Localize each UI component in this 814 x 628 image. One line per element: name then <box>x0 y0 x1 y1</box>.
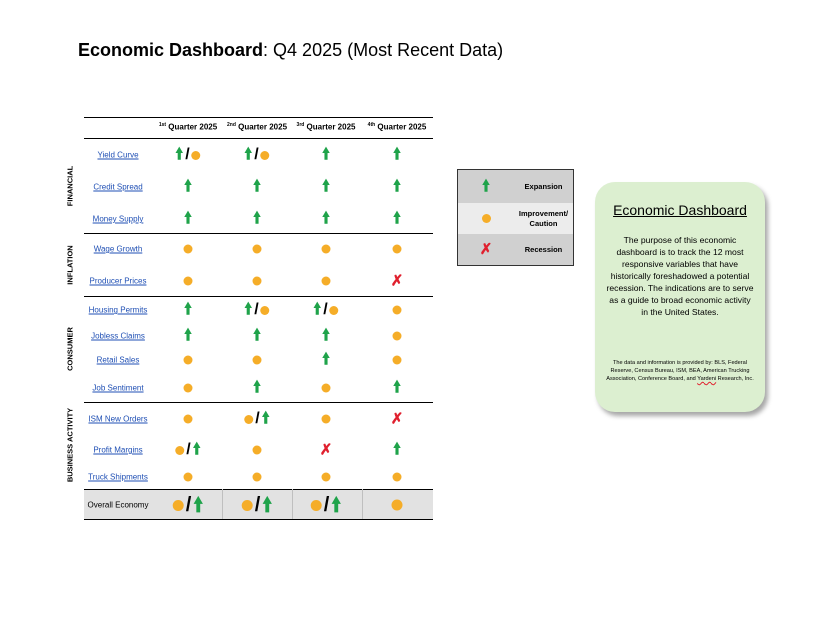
status-cell <box>322 179 330 195</box>
caution-dot-icon <box>184 356 193 365</box>
caution-dot-icon <box>253 277 262 286</box>
indicator-link[interactable]: Credit Spread <box>93 182 143 192</box>
recession-x-icon: ✗ <box>319 441 333 459</box>
indicator-link[interactable]: Housing Permits <box>88 305 148 315</box>
up-arrow-icon: 🠙 <box>392 178 402 195</box>
caution-dot-icon <box>175 446 184 455</box>
caution-dot-icon <box>393 306 402 315</box>
up-arrow-icon: 🠙 <box>252 379 262 396</box>
legend-label: Recession <box>524 244 563 254</box>
column-header-label: Quarter 2025 <box>166 122 218 132</box>
status-cell <box>393 211 401 227</box>
up-arrow-icon: 🠙 <box>244 146 253 163</box>
info-source-post: Research, Inc. <box>716 376 754 382</box>
indicator-link[interactable]: Job Sentiment <box>92 383 144 393</box>
legend-row-expansion <box>458 170 573 204</box>
up-arrow-icon: 🠙 <box>244 301 253 318</box>
status-cell <box>184 415 193 424</box>
status-cell <box>322 211 330 227</box>
caution-dot-icon <box>253 356 262 365</box>
overall-column-divider <box>222 489 223 519</box>
legend-label: Improvement/ Caution <box>518 208 569 228</box>
up-arrow-icon: 🠙 <box>321 210 331 227</box>
status-cell <box>393 306 402 315</box>
page-title <box>78 40 503 61</box>
caution-dot-icon <box>330 306 339 315</box>
recession-x-icon: ✗ <box>479 241 493 258</box>
slash-separator: / <box>185 494 192 516</box>
caution-dot-icon <box>393 332 402 341</box>
up-arrow-icon: 🠙 <box>183 210 193 227</box>
column-header <box>227 122 287 132</box>
legend-symbol <box>458 242 514 257</box>
up-arrow-icon: 🠙 <box>321 351 331 368</box>
caution-dot-icon <box>322 245 331 254</box>
column-header-ordinal: 1st <box>158 122 167 128</box>
caution-dot-icon <box>322 415 331 424</box>
column-header-label: Quarter 2025 <box>375 122 427 132</box>
indicator-link[interactable]: Retail Sales <box>96 355 140 365</box>
slash-separator: / <box>185 146 190 163</box>
status-cell <box>184 356 193 365</box>
status-cell <box>253 211 261 227</box>
status-cell <box>393 442 401 458</box>
status-cell <box>322 277 331 286</box>
up-arrow-icon: 🠙 <box>183 327 193 344</box>
indicator-link[interactable]: Yield Curve <box>97 150 139 160</box>
status-cell <box>253 277 262 286</box>
status-cell <box>244 302 269 318</box>
status-cell <box>175 442 200 458</box>
status-cell <box>253 179 261 195</box>
legend <box>457 169 574 266</box>
slash-separator: / <box>254 301 259 318</box>
status-cell <box>393 473 402 482</box>
caution-dot-icon <box>261 306 270 315</box>
status-cell <box>322 147 330 163</box>
recession-x-icon: ✗ <box>390 272 404 290</box>
table-rule <box>84 402 433 403</box>
status-cell <box>311 495 342 515</box>
slash-separator: / <box>323 494 330 516</box>
indicator-link[interactable]: Money Supply <box>92 214 144 224</box>
table-rule <box>84 138 433 139</box>
status-cell <box>393 356 402 365</box>
status-cell <box>322 415 331 424</box>
up-arrow-icon: 🠙 <box>321 327 331 344</box>
status-cell <box>184 384 193 393</box>
column-header <box>297 122 356 132</box>
up-arrow-icon: 🠙 <box>183 301 193 318</box>
caution-dot-icon <box>393 473 402 482</box>
status-cell <box>244 147 269 163</box>
indicator-link[interactable]: Jobless Claims <box>91 331 145 341</box>
caution-dot-icon <box>184 245 193 254</box>
up-arrow-icon: 🠙 <box>175 146 184 163</box>
table-rule <box>84 519 433 520</box>
caution-dot-icon <box>253 245 262 254</box>
status-cell <box>393 245 402 254</box>
status-cell <box>322 473 331 482</box>
up-arrow-icon: 🠙 <box>192 441 201 458</box>
caution-dot-icon <box>184 415 193 424</box>
table-rule <box>84 296 433 297</box>
table-rule <box>84 489 433 490</box>
column-header-ordinal: 4th <box>367 122 376 128</box>
caution-dot-icon <box>173 500 184 511</box>
up-arrow-icon: 🠙 <box>252 327 262 344</box>
info-title: Economic Dashboard <box>613 202 747 218</box>
up-arrow-icon: 🠙 <box>392 146 402 163</box>
caution-dot-icon <box>261 151 270 160</box>
caution-dot-icon <box>253 473 262 482</box>
up-arrow-icon: 🠙 <box>481 177 491 195</box>
status-cell <box>184 277 193 286</box>
info-box <box>595 182 765 412</box>
status-cell <box>253 356 262 365</box>
slash-separator: / <box>254 494 261 516</box>
status-cell <box>393 147 401 163</box>
info-source-pre: The data and information is provided by: BLS, Federal Reserve, Census Bureau, ISM, BEA, American Trucking Association, Conference Board, and <box>606 360 750 382</box>
up-arrow-icon: 🠙 <box>392 441 402 458</box>
caution-dot-icon <box>322 277 331 286</box>
column-header-ordinal: 2nd <box>226 122 236 128</box>
status-cell <box>322 328 330 344</box>
status-cell <box>173 495 204 515</box>
indicator-link[interactable]: Truck Shipments <box>88 472 148 482</box>
status-cell <box>320 443 333 458</box>
info-source <box>605 359 755 383</box>
caution-dot-icon <box>393 245 402 254</box>
status-cell <box>242 495 273 515</box>
up-arrow-icon: 🠙 <box>392 210 402 227</box>
caution-dot-icon <box>392 500 403 511</box>
status-cell <box>393 332 402 341</box>
column-header-label: Quarter 2025 <box>304 122 356 132</box>
legend-row-recession <box>458 234 573 265</box>
status-cell <box>322 384 331 393</box>
caution-dot-icon <box>192 151 201 160</box>
info-source-squiggle: Yardeni <box>697 376 717 382</box>
caution-dot-icon <box>184 473 193 482</box>
status-cell <box>184 211 192 227</box>
overall-column-divider <box>362 489 363 519</box>
caution-dot-icon <box>311 500 322 511</box>
indicator-link[interactable]: ISM New Orders <box>88 414 148 424</box>
up-arrow-icon: 🠙 <box>313 301 322 318</box>
status-cell <box>175 147 200 163</box>
category-label: INFLATION <box>65 245 75 285</box>
status-cell <box>313 302 338 318</box>
up-arrow-icon: 🠙 <box>331 494 342 516</box>
slash-separator: / <box>186 441 191 458</box>
category-label: FINANCIAL <box>65 165 75 207</box>
status-cell <box>184 473 193 482</box>
info-body: The purpose of this economic dashboard is to track the 12 most responsive variables that have historically foreshadowed a potential recession. The indications are to serve as a guide to broad economic activity in the United States. <box>606 235 754 317</box>
caution-dot-icon <box>253 446 262 455</box>
caution-dot-icon <box>482 214 491 223</box>
caution-dot-icon <box>393 356 402 365</box>
legend-symbol <box>458 179 514 195</box>
page-title-rest: : Q4 2025 (Most Recent Data) <box>263 40 504 60</box>
up-arrow-icon: 🠙 <box>321 146 331 163</box>
up-arrow-icon: 🠙 <box>261 410 270 427</box>
table-rule <box>84 117 433 118</box>
up-arrow-icon: 🠙 <box>392 379 402 396</box>
up-arrow-icon: 🠙 <box>262 494 273 516</box>
status-cell <box>253 446 262 455</box>
caution-dot-icon <box>322 384 331 393</box>
status-cell <box>392 500 403 511</box>
legend-symbol <box>458 214 514 223</box>
overall-economy-label: Overall Economy <box>87 500 149 510</box>
up-arrow-icon: 🠙 <box>193 494 204 516</box>
slash-separator: / <box>254 146 259 163</box>
column-header-ordinal: 3rd <box>296 122 305 128</box>
overall-column-divider <box>292 489 293 519</box>
indicator-link[interactable]: Producer Prices <box>89 276 147 286</box>
caution-dot-icon <box>242 500 253 511</box>
status-cell <box>253 245 262 254</box>
up-arrow-icon: 🠙 <box>252 210 262 227</box>
recession-x-icon: ✗ <box>390 410 404 428</box>
status-cell <box>184 245 193 254</box>
caution-dot-icon <box>184 384 193 393</box>
category-label: CONSUMER <box>65 327 75 371</box>
slash-separator: / <box>323 301 328 318</box>
column-header-label: Quarter 2025 <box>235 122 288 132</box>
table-rule <box>84 233 433 234</box>
status-cell <box>184 302 192 318</box>
caution-dot-icon <box>244 415 253 424</box>
status-cell <box>322 352 330 368</box>
status-cell <box>393 380 401 396</box>
caution-dot-icon <box>322 473 331 482</box>
up-arrow-icon: 🠙 <box>252 178 262 195</box>
status-cell <box>322 245 331 254</box>
status-cell <box>391 412 404 427</box>
legend-label: Expansion <box>524 181 563 191</box>
status-cell <box>184 179 192 195</box>
status-cell <box>253 473 262 482</box>
category-label: BUSINESS ACTIVITY <box>65 407 75 483</box>
status-cell <box>393 179 401 195</box>
status-cell <box>244 411 269 427</box>
up-arrow-icon: 🠙 <box>183 178 193 195</box>
status-cell <box>184 328 192 344</box>
caution-dot-icon <box>184 277 193 286</box>
indicator-link[interactable]: Wage Growth <box>93 244 143 254</box>
status-cell <box>253 328 261 344</box>
up-arrow-icon: 🠙 <box>321 178 331 195</box>
column-header <box>368 122 427 132</box>
slash-separator: / <box>255 410 260 427</box>
column-header <box>159 122 217 132</box>
legend-row-caution <box>458 203 573 235</box>
status-cell <box>391 274 404 289</box>
page-title-bold: Economic Dashboard <box>78 40 264 60</box>
status-cell <box>253 380 261 396</box>
indicator-link[interactable]: Profit Margins <box>93 445 143 455</box>
